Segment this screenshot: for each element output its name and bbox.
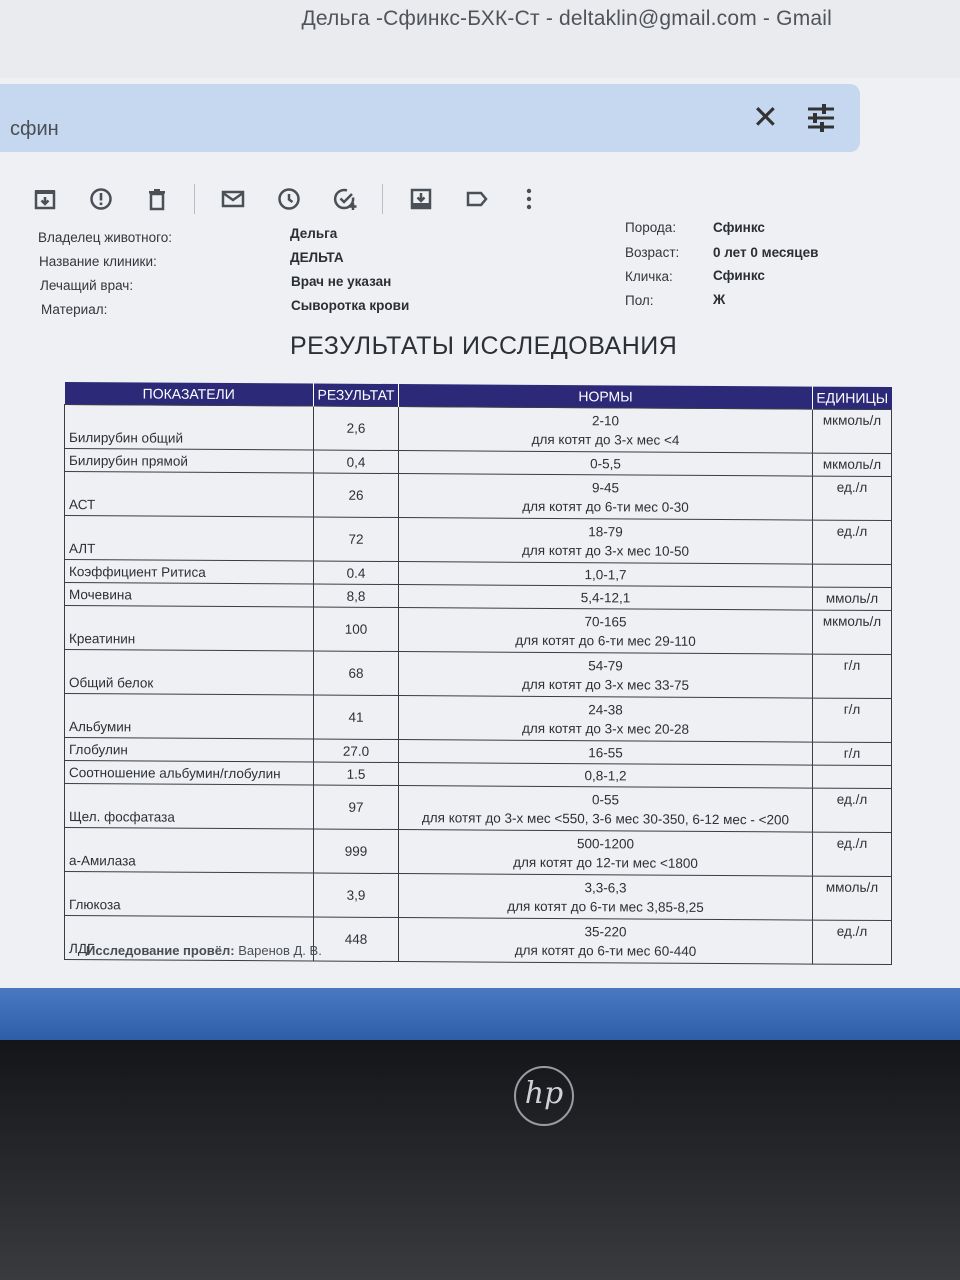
pet-name-label: Кличка: — [625, 269, 673, 284]
unit-value: г/л — [813, 742, 892, 765]
indicator-name: Коэффициент Ритиса — [65, 560, 314, 585]
norm-value: 35-220 — [584, 923, 627, 939]
norm-kitten-value: для котят до 12-ти мес <1800 — [513, 854, 698, 871]
breed-label: Порода: — [625, 220, 677, 235]
indicator-name: Щел. фосфатаза — [65, 784, 314, 830]
column-header-norm: НОРМЫ — [399, 384, 813, 409]
performed-by-label: Исследование провёл: — [86, 943, 235, 958]
unit-value: г/л — [813, 698, 892, 742]
result-value: 0.4 — [314, 561, 399, 585]
indicator-name: Глюкоза — [65, 872, 314, 918]
unit-value: г/л — [813, 654, 892, 698]
search-bar[interactable] — [0, 84, 860, 152]
mark-unread-icon[interactable] — [220, 186, 246, 212]
norm-cell — [399, 740, 813, 766]
norm-cell — [399, 786, 813, 833]
add-task-icon[interactable] — [332, 186, 358, 212]
owner-value: Дельга — [290, 226, 338, 241]
material-label: Материал: — [41, 302, 108, 317]
toolbar-divider — [194, 184, 195, 214]
indicator-name: Креатинин — [65, 606, 314, 652]
result-value: 8,8 — [314, 584, 399, 608]
performed-by-value: Варенов Д. В. — [238, 943, 322, 958]
norm-value: 1,0-1,7 — [584, 566, 627, 582]
indicator-name: ЛДГ — [65, 916, 314, 962]
norm-kitten-value: для котят до 3-х мес 20-28 — [522, 720, 689, 737]
norm-kitten-value: для котят до 3-х мес 33-75 — [522, 676, 689, 693]
result-value: 27.0 — [314, 739, 399, 763]
sex-label: Пол: — [625, 293, 654, 308]
column-header-unit: ЕДИНИЦЫ — [813, 387, 892, 410]
message-toolbar — [0, 168, 960, 224]
norm-cell — [399, 696, 813, 743]
norm-cell — [399, 562, 813, 588]
doctor-label: Лечащий врач: — [40, 278, 134, 293]
norm-value: 0-55 — [591, 791, 620, 807]
table-row — [65, 872, 892, 921]
norm-value: 5,4-12,1 — [580, 589, 631, 605]
indicator-name: Билирубин общий — [65, 405, 314, 451]
snooze-icon[interactable] — [276, 186, 302, 212]
norm-value: 3,3-6,3 — [584, 879, 627, 895]
norm-value: 2-10 — [591, 412, 620, 428]
norm-value: 9-45 — [591, 479, 620, 495]
search-input[interactable]: сфин — [10, 118, 59, 140]
norm-cell — [399, 763, 813, 789]
age-label: Возраст: — [625, 245, 680, 260]
unit-value: ед./л — [813, 476, 892, 520]
norm-cell — [399, 918, 813, 965]
delete-icon[interactable] — [144, 186, 170, 212]
age-value: 0 лет 0 месяцев — [713, 245, 819, 260]
owner-label: Владелец животного: — [38, 230, 173, 245]
indicator-name: АСТ — [65, 472, 314, 518]
norm-cell — [399, 652, 813, 699]
table-row — [65, 828, 892, 877]
unit-value: мкмоль/л — [813, 610, 892, 654]
performed-by — [86, 943, 322, 958]
norm-kitten-value: для котят до 3-х мес <550, 3-6 мес 30-350, 6-12 мес - <200 — [421, 809, 790, 827]
unit-value: ммоль/л — [813, 876, 892, 920]
more-icon[interactable] — [516, 186, 542, 212]
norm-value: 0,8-1,2 — [584, 767, 627, 783]
table-row — [65, 472, 892, 521]
indicator-name: Билирубин прямой — [65, 449, 314, 474]
result-value: 3,9 — [314, 873, 399, 918]
label-icon[interactable] — [464, 186, 490, 212]
norm-cell — [399, 474, 813, 521]
column-header-result: РЕЗУЛЬТАТ — [314, 384, 399, 407]
table-row — [65, 606, 892, 655]
table-row — [65, 405, 892, 454]
doctor-value: Врач не указан — [291, 274, 392, 289]
indicator-name: Общий белок — [65, 650, 314, 696]
norm-cell — [399, 451, 813, 477]
indicator-name: Соотношение альбумин/глобулин — [65, 761, 314, 786]
table-row — [65, 784, 892, 833]
indicator-name: а-Амилаза — [65, 828, 314, 874]
clear-search-icon[interactable]: ✕ — [752, 99, 779, 135]
unit-value: ед./л — [813, 832, 892, 876]
report-spam-icon[interactable] — [88, 186, 114, 212]
hp-logo: hp — [514, 1066, 574, 1126]
unit-value: мкмоль/л — [813, 453, 892, 476]
result-value: 2,6 — [314, 406, 399, 451]
unit-value: ммоль/л — [813, 587, 892, 610]
result-value: 1.5 — [314, 762, 399, 786]
results-title: РЕЗУЛЬТАТЫ ИССЛЕДОВАНИЯ — [290, 332, 678, 360]
norm-value: 500-1200 — [576, 835, 635, 851]
column-header-indicator: ПОКАЗАТЕЛИ — [65, 382, 314, 406]
results-table — [64, 382, 892, 965]
norm-kitten-value: для котят до 3-х мес <4 — [531, 431, 680, 448]
unit-value: ед./л — [813, 520, 892, 564]
material-value: Сыворотка крови — [291, 298, 410, 313]
norm-value: 16-55 — [588, 744, 623, 760]
taskbar — [0, 988, 960, 1040]
norm-value: 54-79 — [588, 657, 623, 673]
result-value: 999 — [314, 829, 399, 874]
norm-kitten-value: для котят до 6-ти мес 29-110 — [515, 632, 696, 649]
result-value: 100 — [314, 607, 399, 652]
table-row — [65, 650, 892, 699]
attachment-document — [0, 220, 960, 980]
norm-kitten-value: для котят до 6-ти мес 0-30 — [522, 498, 689, 515]
indicator-name: Альбумин — [65, 694, 314, 740]
window-title: Дельга -Сфинкс-БХК-Ст - deltaklin@gmail.com - Gmail — [301, 7, 832, 30]
pet-name-value: Сфинкс — [713, 268, 765, 283]
result-value: 41 — [314, 695, 399, 740]
result-value: 448 — [314, 917, 399, 962]
indicator-name: Глобулин — [65, 738, 314, 763]
norm-kitten-value: для котят до 6-ти мес 60-440 — [514, 942, 697, 959]
result-value: 0,4 — [314, 450, 399, 474]
norm-value: 0-5,5 — [590, 455, 621, 471]
norm-cell — [399, 518, 813, 565]
norm-cell — [399, 407, 813, 454]
norm-value: 24-38 — [588, 701, 623, 717]
laptop-bezel — [0, 1040, 960, 1280]
result-value: 68 — [314, 651, 399, 696]
norm-kitten-value: для котят до 6-ти мес 3,85-8,25 — [507, 898, 704, 915]
result-value: 26 — [314, 473, 399, 518]
window-title-bar — [0, 0, 960, 78]
clinic-value: ДЕЛЬТА — [290, 250, 344, 265]
norm-cell — [399, 830, 813, 877]
clinic-label: Название клиники: — [39, 254, 157, 269]
unit-value — [813, 564, 892, 587]
unit-value — [813, 765, 892, 788]
indicator-name: АЛТ — [65, 516, 314, 562]
archive-icon[interactable] — [32, 186, 58, 212]
search-options-icon[interactable] — [806, 104, 836, 132]
result-value: 97 — [314, 785, 399, 830]
move-to-icon[interactable] — [408, 186, 434, 212]
norm-cell — [399, 585, 813, 611]
sex-value: Ж — [713, 292, 726, 307]
table-row — [65, 694, 892, 743]
unit-value: ед./л — [813, 920, 892, 964]
norm-value: 18-79 — [588, 523, 623, 539]
unit-value: ед./л — [813, 788, 892, 832]
norm-cell — [399, 608, 813, 655]
table-row — [65, 516, 892, 565]
norm-value: 70-165 — [584, 613, 627, 629]
norm-cell — [399, 874, 813, 921]
toolbar-divider — [382, 184, 383, 214]
unit-value: мкмоль/л — [813, 409, 892, 453]
result-value: 72 — [314, 517, 399, 562]
norm-kitten-value: для котят до 3-х мес 10-50 — [522, 542, 689, 559]
indicator-name: Мочевина — [65, 583, 314, 608]
breed-value: Сфинкс — [713, 220, 765, 235]
